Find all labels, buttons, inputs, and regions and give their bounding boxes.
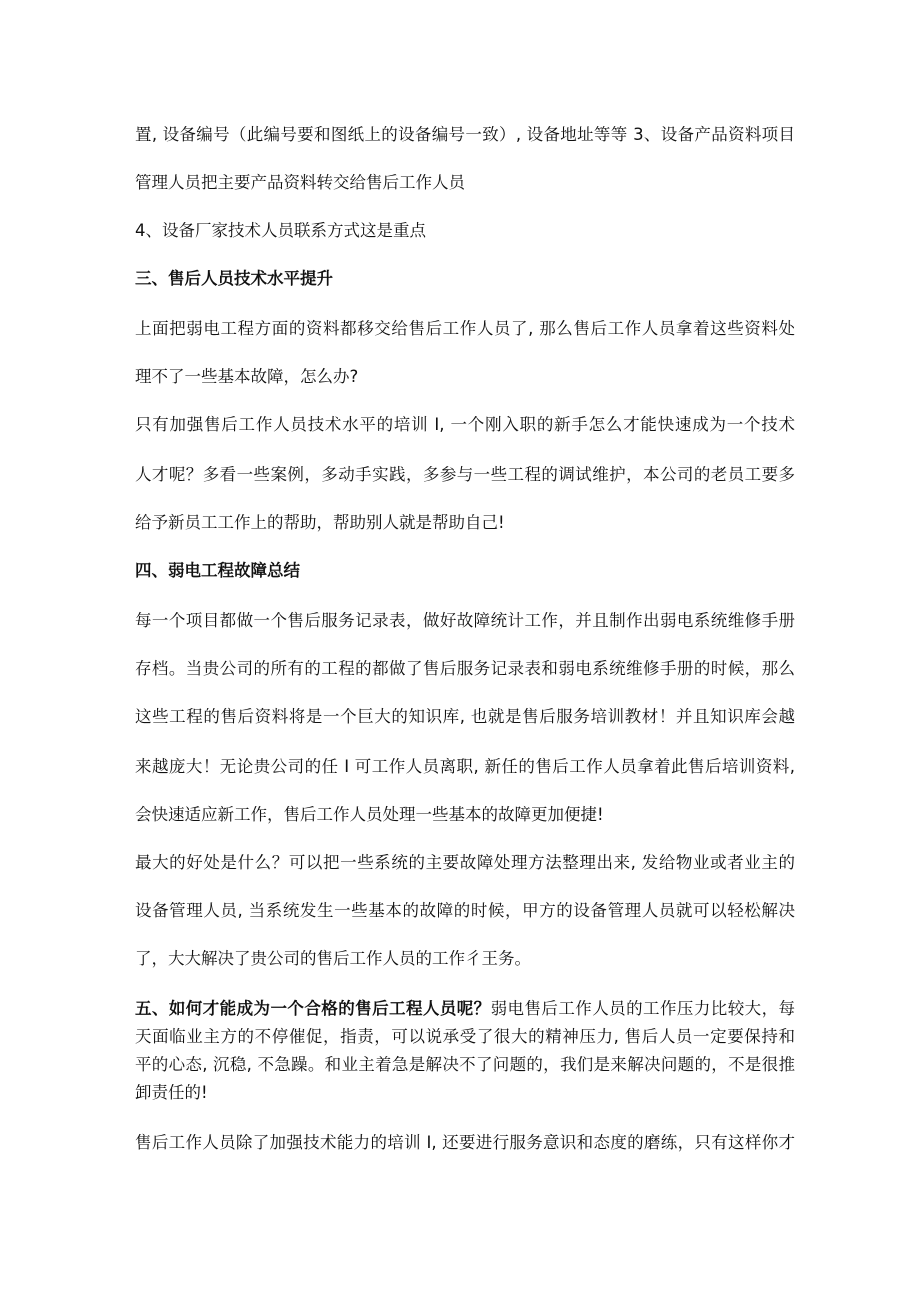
paragraph-line: 4、设备厂家技术人员联系方式这是重点 xyxy=(135,221,426,240)
paragraph-line: 理不了一些基本故障，怎么办? xyxy=(135,367,359,386)
paragraph-line: 上面把弱电工程方面的资料都移交给售后工作人员了, 那么售后工作人员拿着这些资料处 xyxy=(135,319,795,338)
paragraph-line: 会快速适应新工作，售后工作人员处理一些基本的故障更加便捷! xyxy=(135,805,604,824)
paragraph-text: 弱电售后工作人员的工作压力比较大，每 xyxy=(490,999,795,1018)
paragraph-line: 天面临业主方的不停催促，指责，可以说承受了很大的精神压力, 售后人员一定要保持和 xyxy=(135,1027,795,1046)
section-heading-5: 五、如何才能成为一个合格的售后工程人员呢？ xyxy=(135,999,491,1018)
paragraph-line: 这些工程的售后资料将是一个巨大的知识库, 也就是售后服务培训教材！并且知识库会越 xyxy=(135,707,795,726)
paragraph-line: 置, 设备编号（此编号要和图纸上的设备编号一致）, 设备地址等等 3、设备产品资料项目 xyxy=(135,125,795,144)
paragraph-line: 设备管理人员, 当系统发生一些基本的故障的时候，甲方的设备管理人员就可以轻松解决 xyxy=(135,901,795,920)
paragraph-line: 给予新员工工作上的帮助，帮助别人就是帮助自己! xyxy=(135,513,505,532)
paragraph-line: 来越庞大！无论贵公司的任 I 可工作人员离职, 新任的售后工作人员拿着此售后培训资料, xyxy=(135,757,795,776)
paragraph-line: 每一个项目都做一个售后服务记录表，做好故障统计工作，并且制作出弱电系统维修手册 xyxy=(135,611,795,630)
paragraph-line: 了，大大解决了贵公司的售后工作人员的工作彳王务。 xyxy=(135,949,531,968)
paragraph-line-with-heading xyxy=(135,998,795,1020)
paragraph-line: 存档。当贵公司的所有的工程的都做了售后服务记录表和弱电系统维修手册的时候，那么 xyxy=(135,659,795,678)
paragraph-line: 最大的好处是什么？可以把一些系统的主要故障处理方法整理出来, 发给物业或者业主的 xyxy=(135,853,795,872)
paragraph-line: 管理人员把主要产品资料转交给售后工作人员 xyxy=(135,173,465,192)
section-heading-4: 四、弱电工程故障总结 xyxy=(135,561,300,580)
paragraph-line: 卸责任的! xyxy=(135,1083,208,1102)
paragraph-line: 人才呢？多看一些案例，多动手实践，多参与一些工程的调试维护，本公司的老员工要多 xyxy=(135,465,795,484)
paragraph-line: 平的心态, 沉稳, 不急躁。和业主着急是解决不了问题的，我们是来解决问题的，不是很推 xyxy=(135,1055,795,1074)
paragraph-line: 售后工作人员除了加强技术能力的培训 I, 还要进行服务意识和态度的磨练，只有这样你才 xyxy=(135,1133,795,1152)
section-heading-3: 三、售后人员技术水平提升 xyxy=(135,269,333,288)
paragraph-line: 只有加强售后工作人员技术水平的培训 I, 一个刚入职的新手怎么才能快速成为一个技术 xyxy=(135,415,795,434)
